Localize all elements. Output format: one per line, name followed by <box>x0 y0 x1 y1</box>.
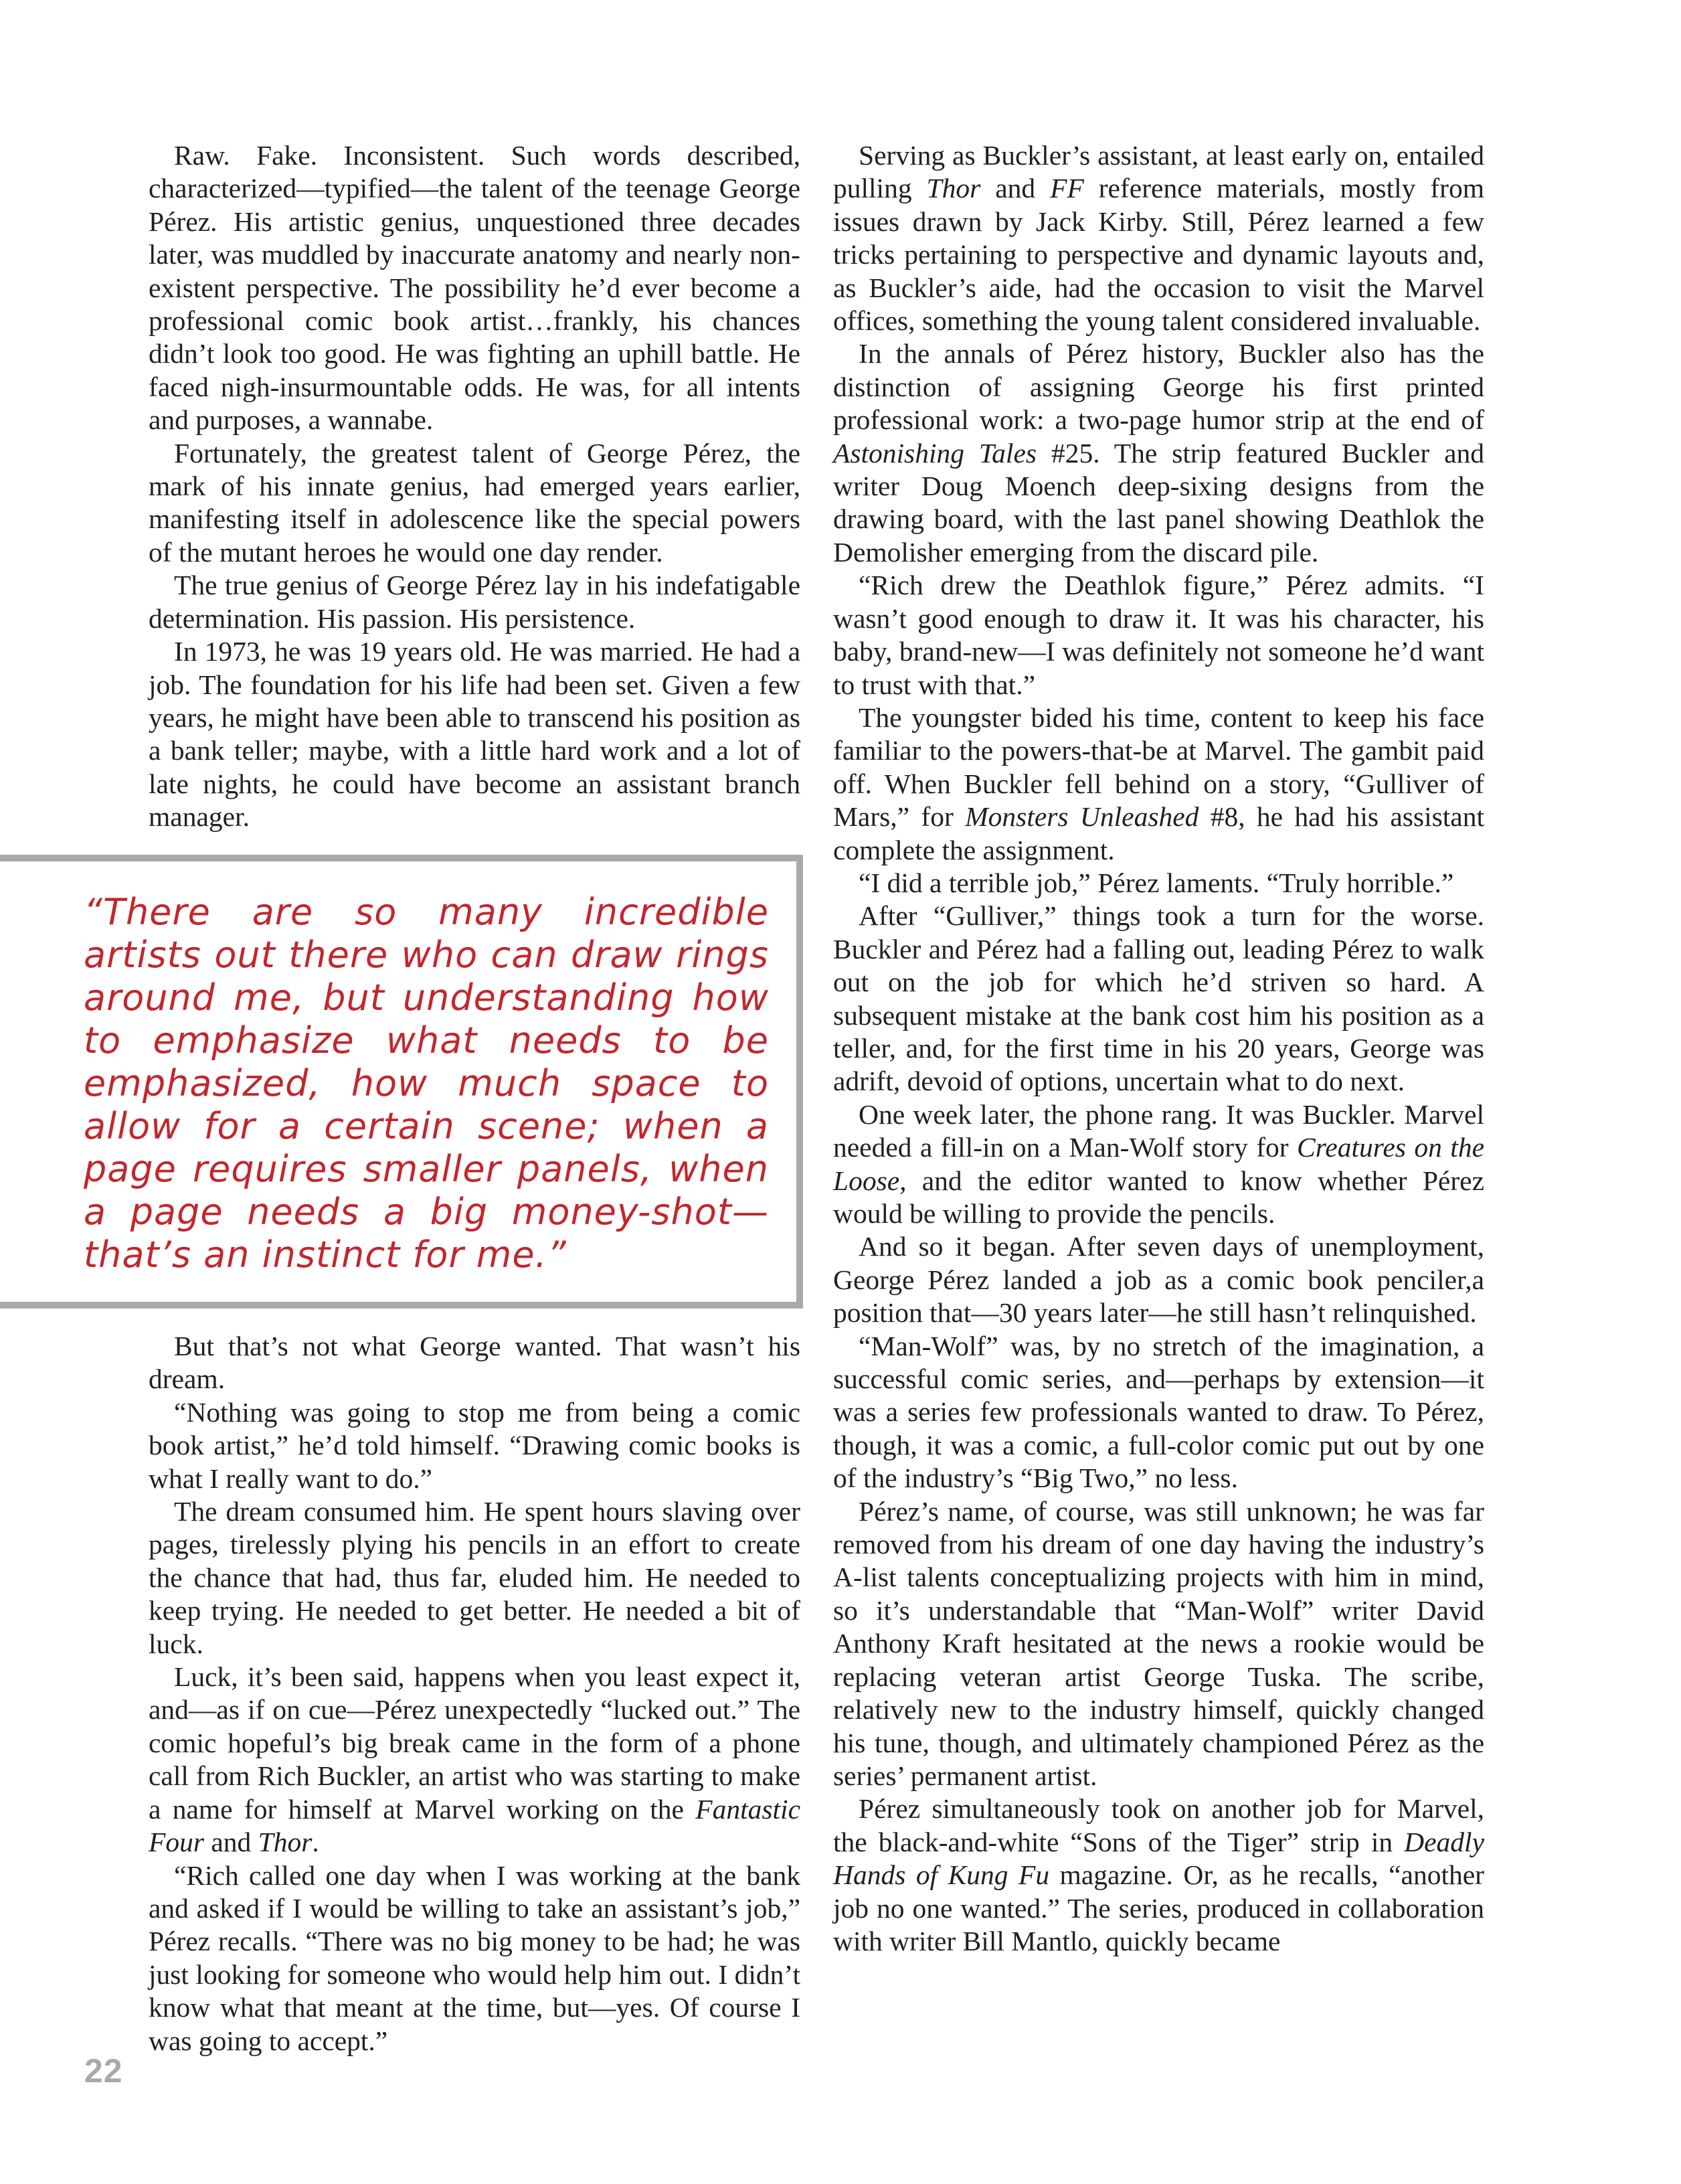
italic-title: FF <box>1050 173 1084 204</box>
text-run: Raw. Fake. Inconsistent. Such words described, characterized—typified—the talent of the teenage George Pérez. His artistic genius, unquestioned three decades later, was muddled by inaccurate anatomy and nearly non-existent perspective. The possibility he’d ever become a professional comic book artist…frankly, his chances didn’t look too good. He was fighting an uphill battle. He faced nigh-insurmountable odds. He was, for all intents and purposes, a wannabe. <box>149 140 800 436</box>
text-run: “I did a terrible job,” Pérez laments. “Truly horrible.” <box>859 867 1454 898</box>
text-run: #25. The strip featured Buckler and writer Doug Moench deep-sixing designs from the drawing board, with the last panel showing Deathlok the Demolisher emerging from the discard pile. <box>833 437 1484 568</box>
text-run: The true genius of George Pérez lay in his indefatigable determination. His passion. His persistence. <box>149 570 800 634</box>
paragraph <box>149 437 800 570</box>
text-run: and <box>980 173 1051 204</box>
text-run: magazine. Or, as he recalls, “another job no one wanted.” The series, produced in collaboration with writer Bill Mantlo, quickly became <box>833 1859 1484 1956</box>
text-run: The youngster bided his time, content to keep his face familiar to the powers-that-be at Marvel. The gambit paid off. When Buckler fell behind on a story, “Gulliver of Mars,” for <box>833 701 1484 833</box>
italic-title: Thor <box>258 1827 313 1858</box>
paragraph <box>833 1792 1484 1958</box>
italic-title: Astonishing Tales <box>833 437 1037 469</box>
italic-title: Thor <box>926 173 981 204</box>
paragraph <box>833 569 1484 701</box>
page-number: 22 <box>84 2052 123 2090</box>
text-run: Fortunately, the greatest talent of George Pérez, the mark of his innate genius, had emerged years earlier, manifesting itself in adolescence like the special powers of the mutant heroes he would one day render. <box>149 437 800 568</box>
paragraph <box>149 1330 800 1396</box>
paragraph <box>149 1396 800 1495</box>
text-run: reference materials, mostly from issues drawn by Jack Kirby. Still, Pérez learned a few tricks pertaining to perspective and dynamic layouts and, as Buckler’s aide, had the occasion to visit the Marvel offices, something the young talent considered invaluable. <box>833 173 1485 337</box>
text-run: Pérez’s name, of course, was still unknown; he was far removed from his dream of one day having the industry’s A-list talents conceptualizing projects with him in mind, so it’s understandable that “Man-Wolf” writer David Anthony Kraft hesitated at the news a rookie would be replacing veteran artist George Tuska. The scribe, relatively new to the industry himself, quickly changed his tune, though, and ultimately championed Pérez as the series’ permanent artist. <box>833 1495 1484 1791</box>
italic-title: Monsters Unleashed <box>965 801 1199 833</box>
text-run: In 1973, he was 19 years old. He was married. He had a job. The foundation for his life had been set. Given a few years, he might have been able to transcend his position as a bank teller; maybe, with a little hard work and a lot of late nights, he could have become an assistant branch manager. <box>149 636 800 833</box>
left-column-bottom-text <box>149 1330 800 2057</box>
text-run: “Rich drew the Deathlok figure,” Pérez admits. “I wasn’t good enough to draw it. It was his character, his baby, brand-new—I was definitely not someone he’d want to trust with that.” <box>833 570 1484 700</box>
paragraph <box>833 900 1484 1098</box>
paragraph <box>833 337 1484 569</box>
text-run: And so it began. After seven days of unemployment, George Pérez landed a job as a comic book penciler,a position that—30 years later—he still hasn’t relinquished. <box>833 1231 1484 1329</box>
text-run: “Rich called one day when I was working at the bank and asked if I would be willing to take an assistant’s job,” Pérez recalls. “There was no big money to be had; he was just looking for someone who would help him out. I didn’t know what that meant at the time, but—yes. Of course I was going to accept.” <box>149 1859 800 2056</box>
italic-title: Creatures on the Loose, <box>833 1132 1484 1196</box>
text-run: Serving as Buckler’s assistant, at least early on, entailed pulling <box>833 140 1484 204</box>
left-column-top-text <box>149 139 800 834</box>
text-run: Pérez simultaneously took on another job for Marvel, the black-and-white “Sons of the Tiger” strip in <box>833 1793 1484 1857</box>
pull-quote-box <box>0 855 803 1309</box>
text-run: But that’s not what George wanted. That wasn’t his dream. <box>149 1331 800 1395</box>
paragraph <box>149 635 800 833</box>
paragraph <box>833 701 1484 867</box>
text-run: and the editor wanted to know whether Pérez would be willing to provide the pencils. <box>833 1165 1484 1229</box>
text-run: After “Gulliver,” things took a turn for the worse. Buckler and Pérez had a falling out, leading Pérez to walk out on the job for which he’d striven so hard. A subsequent mistake at the bank cost him his position as a teller, and, for the first time in his 20 years, George was adrift, devoid of options, uncertain what to do next. <box>833 900 1484 1097</box>
text-run: #8, he had his assistant complete the assignment. <box>833 801 1484 865</box>
paragraph <box>149 139 800 437</box>
paragraph <box>833 867 1484 900</box>
text-run: One week later, the phone rang. It was Buckler. Marvel needed a fill-in on a Man-Wolf story for <box>833 1098 1484 1163</box>
paragraph <box>149 569 800 635</box>
paragraph <box>833 1230 1484 1329</box>
right-column-text <box>833 139 1484 1958</box>
paragraph <box>833 1098 1484 1231</box>
paragraph <box>833 1330 1484 1495</box>
paragraph <box>149 1495 800 1661</box>
paragraph <box>149 1859 800 2057</box>
text-run: . <box>312 1827 319 1858</box>
text-run: Luck, it’s been said, happens when you least expect it, and—as if on cue—Pérez unexpectedly “lucked out.” The comic hopeful’s big break came in the form of a phone call from Rich Buckler, an artist who was starting to make a name for himself at Marvel working on the <box>149 1661 800 1825</box>
paragraph <box>833 1495 1484 1793</box>
text-run: “Man-Wolf” was, by no stretch of the imagination, a successful comic series, and—perhaps by extension—it was a series few professionals wanted to draw. To Pérez, though, it was a comic, a full-color comic put out by one of the industry’s “Big Two,” no less. <box>833 1330 1484 1494</box>
italic-title: Deadly Hands of Kung Fu <box>833 1826 1484 1891</box>
italic-title: Fantastic Four <box>149 1793 800 1858</box>
text-run: The dream consumed him. He spent hours slaving over pages, tirelessly plying his pencils in an effort to create the chance that had, thus far, eluded him. He needed to keep trying. He needed to get better. He needed a bit of luck. <box>149 1496 800 1659</box>
paragraph <box>149 1661 800 1859</box>
paragraph <box>833 139 1484 337</box>
text-run: “Nothing was going to stop me from being a comic book artist,” he’d told himself. “Drawing comic books is what I really want to do.” <box>149 1396 800 1494</box>
pull-quote-text: “There are so many incredible artists out there who can draw rings around me, but understanding how to emphasize what needs to be emphasized, how much space to allow for a certain scene; when a page requires smaller panels, when a page needs a big money-shot—that’s an instinct for me.” <box>84 891 769 1276</box>
text-run: and <box>204 1827 258 1858</box>
text-run: In the annals of Pérez history, Buckler also has the distinction of assigning George his first printed professional work: a two-page humor strip at the end of <box>833 338 1484 436</box>
